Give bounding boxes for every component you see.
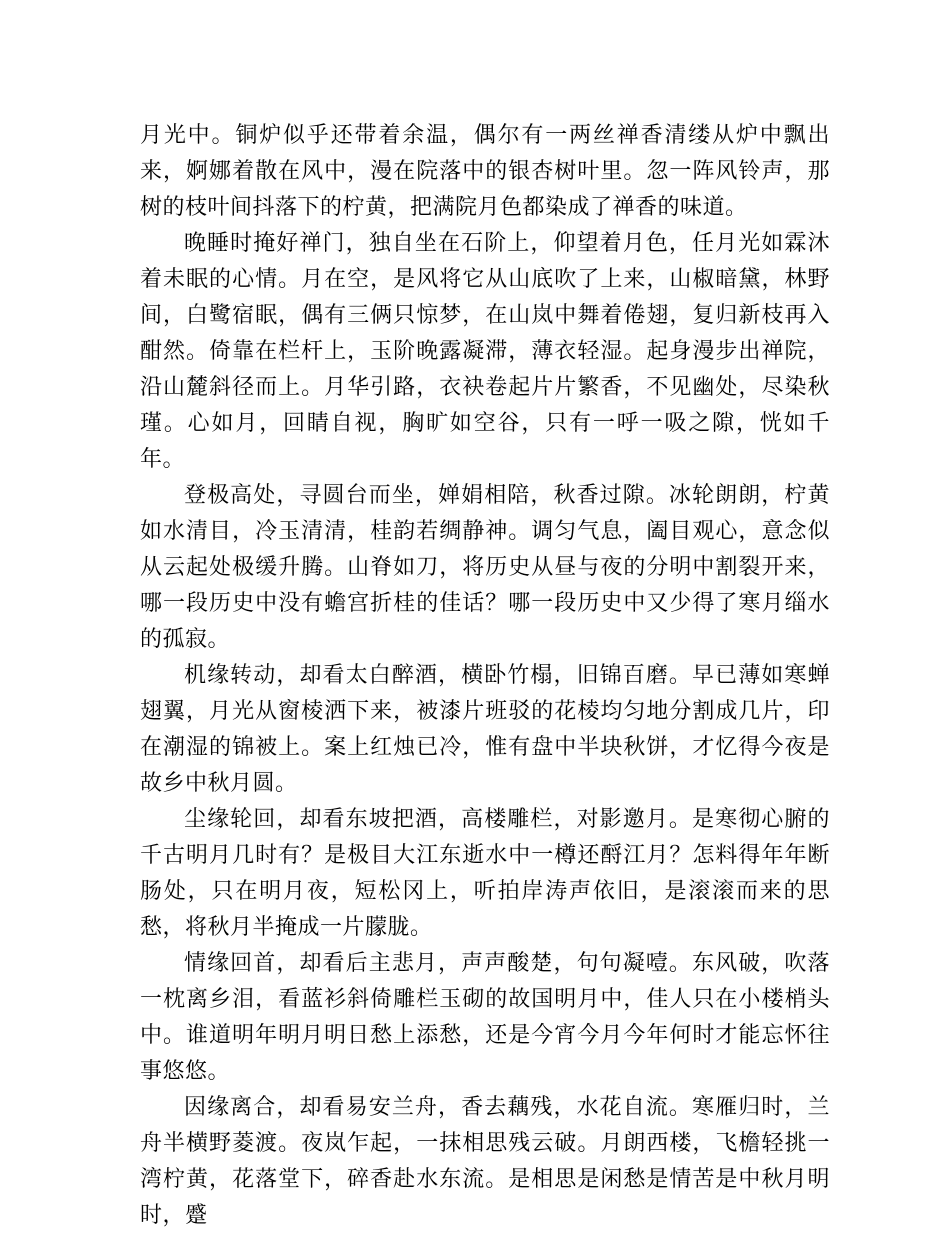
paragraph-3: 登极高处，寻圆台而坐，婵娟相陪，秋香过隙。冰轮朗朗，柠黄如水清目，冷玉清清，桂韵若绸静神。调匀气息，阖目观心，意念似从云起处极缓升腾。山脊如刀，将历史从昼与夜的分明中割裂开来，哪一段历史中没有蟾宫折桂的佳话？哪一段历史中又少得了寒月缁水的孤寂。 [140, 483, 830, 652]
article-body [140, 118, 830, 1234]
paragraph-6: 情缘回首，却看后主悲月，声声酸楚，句句凝噎。东风破，吹落一枕离乡泪，看蓝衫斜倚雕栏玉砌的故国明月中，佳人只在小楼梢头中。谁道明年明月明日愁上添愁，还是今宵今月今年何时才能忘怀往事悠悠。 [140, 951, 830, 1084]
paragraph-4: 机缘转动，却看太白醉酒，横卧竹榻，旧锦百磨。早已薄如寒蝉翅翼，月光从窗棱洒下来，被漆片班驳的花棱均匀地分割成几片，印在潮湿的锦被上。案上红烛已冷，惟有盘中半块秋饼，才忆得今夜是故乡中秋月圆。 [140, 663, 830, 796]
paragraph-7: 因缘离合，却看易安兰舟，香去藕残，水花自流。寒雁归时，兰舟半横野菱渡。夜岚乍起，一抹相思残云破。月朗西楼，飞檐轻挑一湾柠黄，花落堂下，碎香赴水东流。是相思是闲愁是情苦是中秋月明时，蹙 [140, 1095, 830, 1228]
paragraph-1: 月光中。铜炉似乎还带着余温，偶尔有一两丝禅香清缕从炉中飘出来，婀娜着散在风中，漫在院落中的银杏树叶里。忽一阵风铃声，那树的枝叶间抖落下的柠黄，把满院月色都染成了禅香的味道。 [140, 123, 830, 220]
paragraph-2: 晚睡时掩好禅门，独自坐在石阶上，仰望着月色，任月光如霖沐着未眠的心情。月在空，是风将它从山底吹了上来，山椒暗黛，林野间，白鹭宿眠，偶有三俩只惊梦，在山岚中舞着倦翅，复归新枝再入酣然。倚靠在栏杆上，玉阶晚露凝滞，薄衣轻湿。起身漫步出禅院，沿山麓斜径而上。月华引路，衣袂卷起片片繁香，不见幽处，尽染秋瑾。心如月，回睛自视，胸旷如空谷，只有一呼一吸之隙，恍如千年。 [140, 231, 830, 472]
paragraph-5: 尘缘轮回，却看东坡把酒，高楼雕栏，对影邀月。是寒彻心腑的千古明月几时有？是极目大江东逝水中一樽还酹江月？怎料得年年断肠处，只在明月夜，短松冈上，听拍岸涛声依旧，是滚滚而来的思愁，将秋月半掩成一片朦胧。 [140, 807, 830, 940]
